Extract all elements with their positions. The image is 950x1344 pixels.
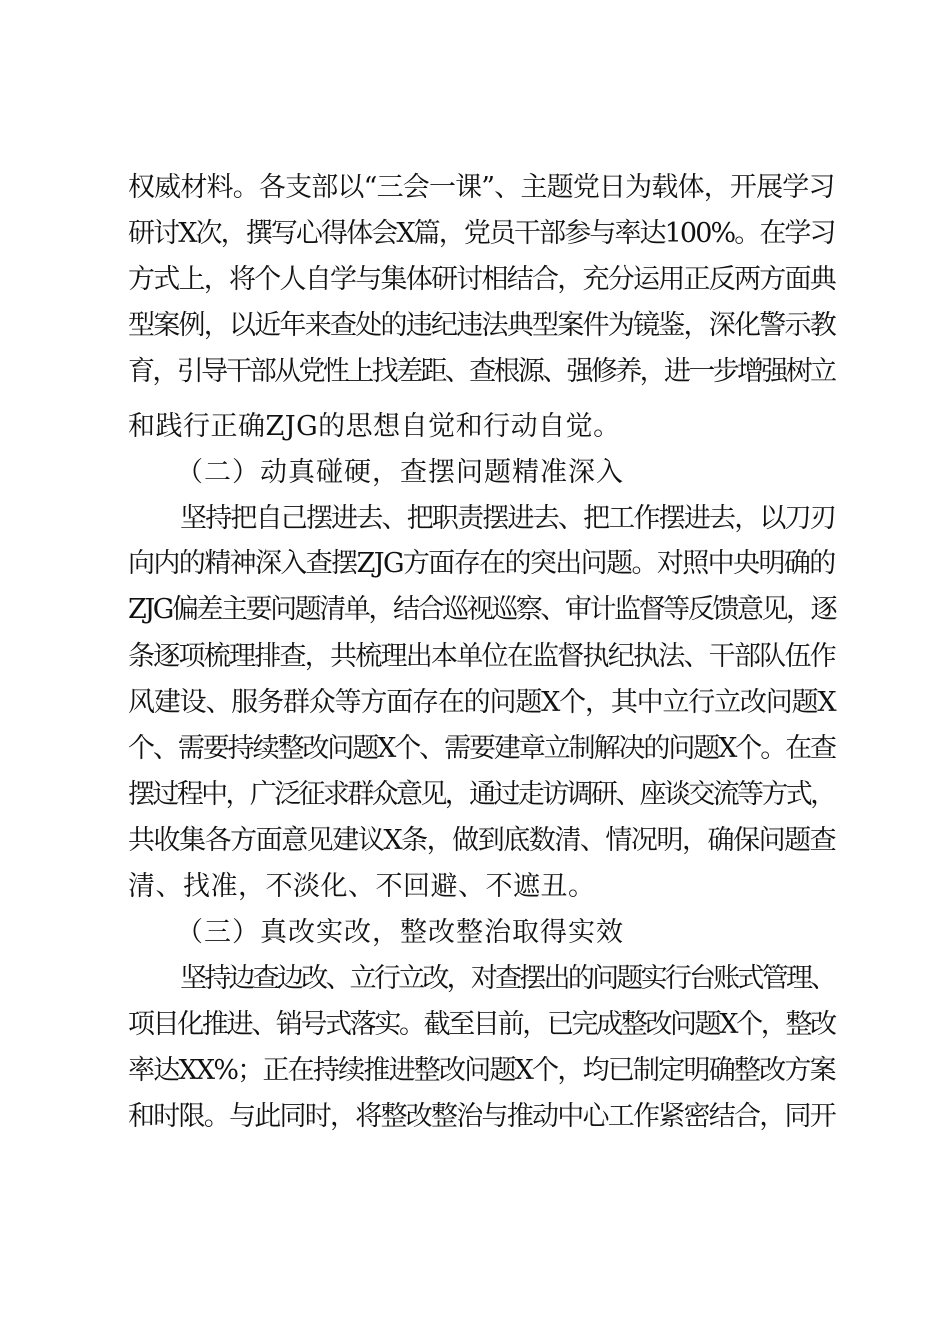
line-text: 清、找准，不淡化、不回避、不遮丑。 [128,871,596,902]
text-line [0,257,950,303]
line-text: 型案例，以近年来查处的违纪违法典型案件为镜鉴，深化警示教 [128,310,835,341]
text-line [0,634,950,680]
text-line [0,349,950,395]
text-line [0,818,950,864]
line-text: 风建设、服务群众等方面存在的问题X个，其中立行立改问题X [128,687,836,718]
line-text: 条逐项梳理排查，共梳理出本单位在监督执纪执法、干部队伍作 [128,641,835,672]
line-text: 项目化推进、销号式落实。截至目前，已完成整改问题X个，整改 [128,1009,835,1040]
text-line [0,165,950,211]
line-text: 和时限。与此同时，将整改整治与推动中心工作紧密结合，同开 [128,1101,835,1132]
text-line [0,404,950,450]
text-line [0,956,950,1002]
text-line [0,772,950,818]
line-text: 率达XX%；正在持续推进整改问题X个，均已制定明确整改方案 [128,1055,835,1086]
text-line [0,303,950,349]
text-line [0,587,950,633]
text-line [0,726,950,772]
line-text: 向内的精神深入查摆ZJG方面存在的突出问题。对照中央明确的 [128,548,835,579]
line-text: 权威材料。各支部以“三会一课”、主题党日为载体，开展学习 [128,172,835,203]
line-text: ZJG偏差主要问题清单，结合巡视巡察、审计监督等反馈意见，逐 [128,594,836,625]
text-line [0,1002,950,1048]
section-heading [0,450,950,496]
text-line [0,864,950,910]
section-heading-text: （三）真改实改，整改整治取得实效 [176,917,624,948]
line-text: 方式上，将个人自学与集体研讨相结合，充分运用正反两方面典 [128,264,835,295]
line-text: 共收集各方面意见建议X条，做到底数清、情况明，确保问题查 [128,825,836,856]
line-text: 和践行正确ZJG的思想自觉和行动自觉。 [128,411,621,442]
line-text: 坚持把自己摆进去、把职责摆进去、把工作摆进去，以刀刃 [180,503,835,534]
text-line [0,680,950,726]
line-text: 育，引导干部从党性上找差距、查根源、强修养，进一步增强树立 [128,356,835,387]
text-line [0,541,950,587]
text-line [0,211,950,257]
text-line [0,1048,950,1094]
text-line [0,1094,950,1140]
line-text: 摆过程中，广泛征求群众意见，通过走访调研、座谈交流等方式， [128,779,835,810]
section-heading-text: （二）动真碰硬，查摆问题精准深入 [176,457,624,488]
line-text: 坚持边查边改、立行立改，对查摆出的问题实行台账式管理、 [180,963,835,994]
text-line [0,496,950,542]
section-heading [0,910,950,956]
line-text: 研讨X次，撰写心得体会X篇，党员干部参与率达100%。在学习 [128,218,835,249]
line-text: 个、需要持续整改问题X个、需要建章立制解决的问题X个。在查 [128,733,835,764]
